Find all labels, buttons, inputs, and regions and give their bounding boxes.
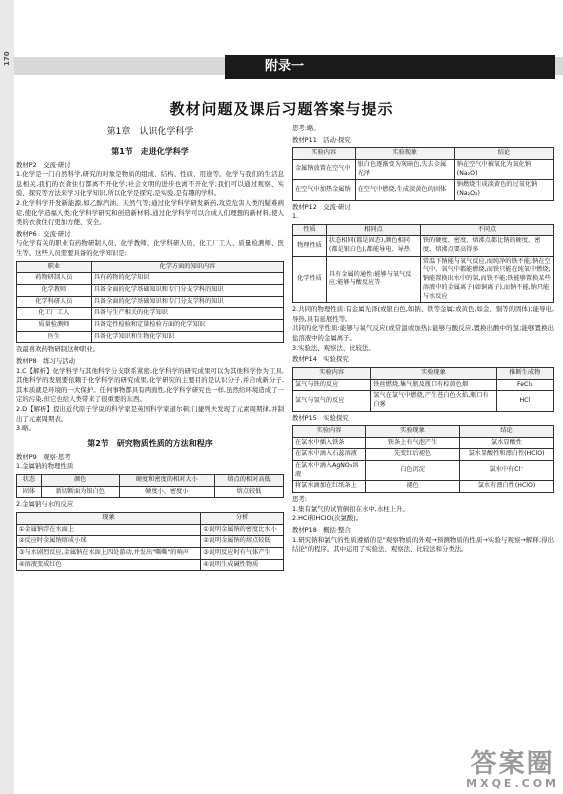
- p11-heading: 教材P11 活动·探究: [292, 135, 351, 144]
- p2-answer-1: 1.化学是一门自然科学,研究的对象是物质的组成、结构、性质、用途等。化学与我们的生活息息相关,我们的衣食住行都离不开化学;社会文明的进步也离不开化学;我们可以通过观察、实验、探究等方法来学习化学知识,所以化学是探究,是实验,是有趣的学科。: [16, 170, 284, 198]
- table-cell: 具备定性检验和定量检验方面的化学知识: [91, 319, 283, 331]
- table-row: [293, 379, 554, 391]
- p18-heading: 教材P18 概括·整合: [292, 525, 351, 534]
- na-fe-compare-table: [292, 224, 554, 303]
- table-header: 熔点的相对高低: [215, 475, 284, 487]
- table-cell: 化学教师: [17, 284, 92, 296]
- table-cell: ④溶液变成红色: [17, 559, 201, 571]
- table-row: [293, 461, 554, 481]
- table-header: 实验内容: [293, 367, 371, 379]
- table-cell: 氯水显酸性: [460, 437, 554, 449]
- table-header: 结论: [460, 426, 554, 438]
- table-cell: ③与水剧烈反应,金属钠在水面上四处游动,并发出"嘶嘶"的响声: [17, 547, 201, 559]
- table-header-row: [293, 148, 554, 160]
- table-header: 状态: [17, 475, 42, 487]
- table-row: [17, 273, 284, 285]
- table-cell: 氯水显酸性和漂白性(HClO): [460, 449, 554, 461]
- table-cell: 氯气与铁的反应: [293, 379, 371, 391]
- table-header: 实验现象: [371, 367, 496, 379]
- table-cell: 钠燃烧生成淡黄色的过氧化钠(Na₂O₂): [454, 180, 553, 200]
- table-header: 性质: [293, 224, 327, 236]
- table-cell: 固体: [17, 486, 42, 498]
- table-cell: 铁的硬度、密度、熔沸点都比钠的硬度、密度、熔沸点要高得多: [420, 236, 553, 256]
- p14-heading: 教材P14 实验探究: [292, 355, 349, 364]
- think-2-item-2: 2.HCl和HClO(次氯酸)。: [292, 514, 363, 523]
- sodium-water-table: [16, 512, 284, 571]
- section-1-title: 第1节 走进化学科学: [111, 146, 189, 156]
- table-cell: ②说明金属钠的熔点较低: [201, 536, 284, 548]
- table-cell: HCl: [496, 391, 553, 411]
- table-cell: 质量检测师: [17, 319, 92, 331]
- table-row: [293, 437, 554, 449]
- table-cell: 具备化学知识和生物化学知识: [91, 331, 283, 343]
- table-row: [17, 547, 284, 559]
- table-row: [17, 296, 284, 308]
- table-row: [293, 180, 554, 200]
- table-cell: 具备全面的化学基础知识和专门分支学科的知识: [91, 296, 283, 308]
- table-cell: ③说明反应时有气体产生: [201, 547, 284, 559]
- p12-item-2b: 共同的化学性质:能够与氧气反应(或常温或加热);能够与酸反应,置换出酸中的氢;能够置换出盐溶液中的金属离子。: [292, 324, 554, 342]
- table-cell: 化学科研人员: [17, 296, 92, 308]
- table-cell: 药物研制人员: [17, 273, 92, 285]
- right-column: [292, 124, 554, 794]
- sodium-experiment-table: [292, 147, 554, 200]
- table-header: 推断生成物: [496, 367, 553, 379]
- table-cell: 钠在空气中被氧化为氧化钠(Na₂O): [454, 159, 553, 179]
- table-cell: 银白色逐渐变为灰暗色,失去金属光泽: [355, 159, 454, 179]
- table-cell: 具备与生产相关的化学知识: [91, 308, 283, 320]
- table-cell: 在空气中燃烧,生成淡黄色的固体: [355, 180, 454, 200]
- appendix-banner: 附录一: [225, 55, 555, 79]
- table-cell: 物理性质: [293, 236, 327, 256]
- table-row: [17, 486, 284, 498]
- page-number: 170: [3, 51, 11, 66]
- table-cell: 硬度小、密度小: [119, 486, 214, 498]
- table-cell: ②反应时金属钠熔成小球: [17, 536, 201, 548]
- job-table: [16, 261, 284, 344]
- table-row: [293, 481, 554, 493]
- p12-heading: 教材P12 交流·研讨: [292, 202, 351, 211]
- p6-intro: 与化学有关的职业有药物研制人员、化学教师、化学科研人员、化工厂工人、质量检测师、医生等。这些人员需要具备的化学知识是:: [16, 239, 284, 257]
- table-cell: 金属钠放置在空气中: [293, 159, 356, 179]
- left-column: [16, 124, 284, 734]
- table-cell: 在氯水中插入铁条: [293, 437, 366, 449]
- table-cell: 铁条上有气泡产生: [366, 437, 460, 449]
- page-title: 教材问题及课后习题答案与提示: [169, 100, 394, 118]
- table-header-row: [293, 224, 554, 236]
- table-row: [293, 159, 554, 179]
- table-header: 不同点: [420, 224, 553, 236]
- p8-heading: 教材P8 练习与活动: [16, 356, 76, 365]
- table-header: 硬度和密度的相对大小: [119, 475, 214, 487]
- table-cell: 氯水有漂白性(HClO): [460, 481, 554, 493]
- table-cell: 将氯水滴加在红纸条上: [293, 481, 366, 493]
- table-cell: 白色沉淀: [366, 461, 460, 481]
- p2-answer-2: 2.化学科学开发新能源,如乙醇汽油、天然气等;通过化学科学研发新药,攻克危害人类的疑难病症,使化学造福人类;化学科学研究和创造新材料,通过化学科学可以合成人们理想的新材料,使人类的衣食住行更加方便、安全。: [16, 198, 284, 227]
- table-cell: 氯气与氢气的反应: [293, 391, 371, 411]
- table-row: [293, 391, 554, 411]
- p9-sub2: 2.金属钠与水的反应: [16, 500, 74, 509]
- table-cell: 褪色: [366, 481, 460, 493]
- table-cell: 化工厂工人: [17, 308, 92, 320]
- table-cell: 新切断面为银白色: [41, 486, 119, 498]
- p12-item-3: 3.实验法、观察法、比较法。: [292, 343, 375, 352]
- section-2-title: 第2节 研究物质性质的方法和程序: [87, 438, 213, 448]
- p9-sub1: 1.金属钠的物理性质: [16, 462, 74, 471]
- p12-item-1: 1.: [292, 212, 299, 221]
- table-cell: 具备全面的化学基础知识和专门分支学科的知识: [91, 284, 283, 296]
- table-header: 实验内容: [293, 426, 366, 438]
- table-header: 实验现象: [366, 426, 460, 438]
- table-cell: 铁丝燃烧,集气瓶及瓶口有棕黄色烟: [371, 379, 496, 391]
- table-cell: FeCl₃: [496, 379, 553, 391]
- chlorine-experiment-table: [292, 367, 554, 412]
- p8-answer-3: 3.略。: [16, 424, 35, 433]
- p18-item-1: 1.研究钠和氯气的性质遵循的是"观察物质的外观→预测物质的性质→实验与观察→解释,得出结论"的程序。其中运用了实验法、观察法、比较法和分类法。: [292, 535, 554, 554]
- table-row: [293, 236, 554, 256]
- p2-heading: 教材P2 交流·研讨: [16, 160, 71, 169]
- table-cell: 化学性质: [293, 256, 327, 302]
- p6-heading: 教材P6 交流·研讨: [16, 229, 71, 238]
- table-cell: 先变红后褪色: [366, 449, 460, 461]
- p9-heading: 教材P9 观察·思考: [16, 452, 71, 461]
- table-cell: 在氯水中滴入石蕊溶液: [293, 449, 366, 461]
- table-row: [17, 536, 284, 548]
- table-header-row: [293, 367, 554, 379]
- table-cell: 具有金属的通性:能够与氧气反应;能够与酸反应等: [326, 256, 420, 302]
- table-row: [293, 256, 554, 302]
- table-cell: 具有药物的化学知识: [91, 273, 283, 285]
- table-header: 实验内容: [293, 148, 356, 160]
- think-1: 思考:略。: [292, 124, 320, 132]
- chlorine-water-table: [292, 425, 554, 493]
- table-row: [293, 449, 554, 461]
- sodium-property-table: [16, 474, 284, 498]
- table-header: 现象: [17, 512, 201, 524]
- table-header: 化学方面的知识内容: [91, 261, 283, 273]
- think-2-item-1: 1.集有氯气的试管倒扣在水中,水柱上升。: [292, 504, 409, 513]
- table-cell: ①说明金属钠的密度比水小: [201, 524, 284, 536]
- table-cell: 氢气在氯气中燃烧,产生苍白色火焰,瓶口有白雾: [371, 391, 496, 411]
- table-cell: 在氯水中滴入AgNO₃溶液: [293, 461, 366, 481]
- table-row: [17, 284, 284, 296]
- table-row: [17, 319, 284, 331]
- table-header: 分析: [201, 512, 284, 524]
- table-header: 职业: [17, 261, 92, 273]
- table-row: [17, 308, 284, 320]
- p15-heading: 教材P15 实验探究: [292, 413, 349, 422]
- table-cell: 在空气中加热金属钠: [293, 180, 356, 200]
- table-cell: ①金属钠浮在水面上: [17, 524, 201, 536]
- watermark-url: MXQE.COM: [466, 777, 559, 790]
- table-cell: 熔点较低: [215, 486, 284, 498]
- table-row: [17, 331, 284, 343]
- p8-answer-2: 2.D【解析】提出近代原子学说的科学家是英国科学家道尔顿;门捷列夫发现了元素周期律,并制出了元素周期表。: [16, 404, 284, 423]
- table-cell: ④说明生成碱性物质: [201, 559, 284, 571]
- table-cell: 氯水中有Cl⁻: [460, 461, 554, 481]
- table-cell: 常温下钠能与氧气反应,而纯净的铁不能;钠在空气中、氧气中都能燃烧,而铁只能在纯氧中燃烧;钠能置换出水中的氢,而铁不能;铁能够置换某些溶液中的金属离子(如铜离子),而钠不能,钠只能与水反应: [420, 256, 553, 302]
- watermark-text: 答案圈: [470, 749, 555, 779]
- table-header-row: [17, 475, 284, 487]
- p6-after: 我最喜欢药物研制这种职业。: [16, 345, 100, 354]
- p8-answer-1: 1.C【解析】化学科学与其他科学分支联系紧密,化学科学的研究成果可以为其他科学作为工具,其他科学的发展要依赖于化学科学的研究成果,化学研究的主要目的是认识分子,并合成新分子,其本质就是环境的一大保护。任何事物都具有两面性,化学科学研究也一样,虽然给环境造成了一定的污染,但它也给人类带来了很重要的东西。: [16, 366, 284, 404]
- table-cell: 状态相同(都是固态),颜色相同(都是银白色),都能导电、导热: [326, 236, 420, 256]
- table-row: [17, 559, 284, 571]
- table-header: 颜色: [41, 475, 119, 487]
- table-row: [17, 524, 284, 536]
- watermark-logo: [466, 750, 559, 790]
- p12-item-2: 2.共同的物理性质:有金属光泽(或银白色,如钠、铁等金属;或黄色,如金、铜等的固体);能导电,导热,具有延展性等。: [292, 305, 554, 323]
- table-header-row: [293, 426, 554, 438]
- table-header: 实验现象: [355, 148, 454, 160]
- table-header: 相同点: [326, 224, 420, 236]
- think-2: 思考:: [292, 495, 307, 504]
- table-header-row: [17, 512, 284, 524]
- table-header: 结论: [454, 148, 553, 160]
- table-header-row: [17, 261, 284, 273]
- chapter-title: 第1章 认识化学科学: [106, 127, 194, 137]
- table-cell: 医生: [17, 331, 92, 343]
